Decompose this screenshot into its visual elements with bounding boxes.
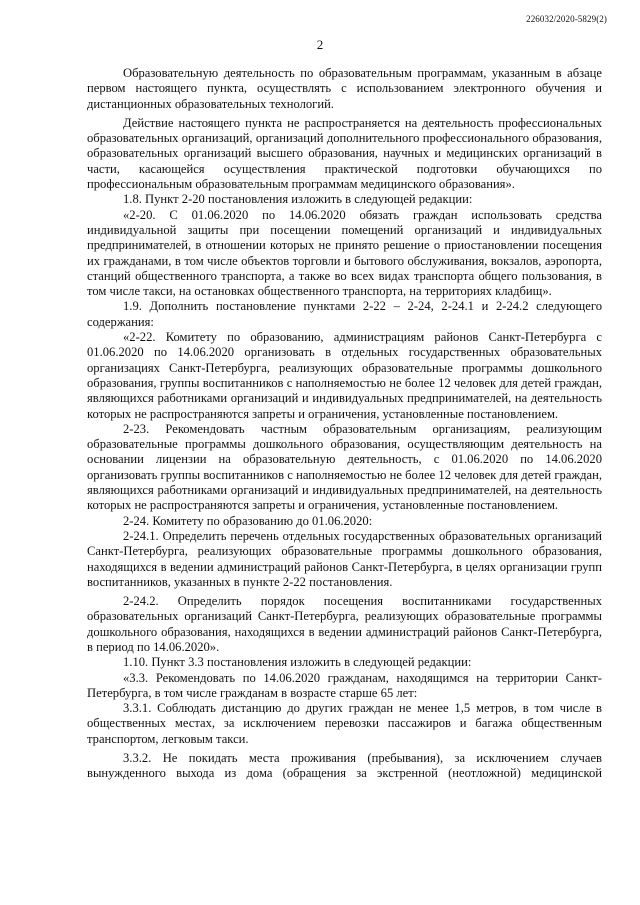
document-body — [87, 66, 602, 782]
paragraph-clause-2-24-1: 2-24.1. Определить перечень отдельных государственных образовательных организаций Санкт-Петербурга, реализующих образовательные программы дошкольного образования, находящихся в ведении администраций районов Санкт-Петербурга, в целях организации групп воспитанников, указанных в пункте 2-22 постановления. — [87, 528, 602, 589]
paragraph-clause-3-3-2: 3.3.2. Не покидать места проживания (пребывания), за исключением случаев вынужденного выхода из дома (обращения за экстренной (неотложной) медицинской — [87, 751, 602, 781]
paragraph-distance-learning: Образовательную деятельность по образовательным программам, указанным в абзаце первом настоящего пункта, осуществлять с использованием электронного обучения и дистанционных образовательных технологий. — [87, 66, 602, 111]
paragraph-clause-1-10: 1.10. Пункт 3.3 постановления изложить в следующей редакции: — [123, 655, 472, 670]
paragraph-clause-3-3-1: 3.3.1. Соблюдать дистанцию до других граждан не менее 1,5 метров, в том числе в общественных местах, за исключением перевозки пассажиров и багажа общественным транспортом, легковым такси. — [87, 701, 602, 746]
paragraph-clause-2-22: «2-22. Комитету по образованию, администрациям районов Санкт-Петербурга с 01.06.2020 по 14.06.2020 организовать в отдельных государственных образовательных организациях Санкт-Петербурга, реализующих образовательные программы дошкольного образования, группы воспитанников с наполняемостью не более 12 человек для детей граждан, являющихся работниками организаций и индивидуальных предпринимателей, на деятельность которых не распространяются запреты и ограничения, установленные постановлением. — [87, 330, 602, 421]
paragraph-clause-1-8: 1.8. Пункт 2-20 постановления изложить в следующей редакции: — [123, 192, 473, 207]
page-number: 2 — [316, 37, 324, 52]
paragraph-clause-3-3: «3.3. Рекомендовать по 14.06.2020 гражданам, находящимся на территории Санкт-Петербурга, в том числе гражданам в возрасте старше 65 лет: — [87, 670, 602, 700]
document-registration-number: 226032/2020-5829(2) — [526, 14, 607, 24]
paragraph-exceptions: Действие настоящего пункта не распространяется на деятельность профессиональных образовательных организаций, организаций дополнительного профессионального образования, образовательных организаций высшего образования, научных и медицинских организаций в части, касающейся осуществления практической подготовки обучающихся по профессиональным образовательным программам медицинского образования». — [87, 115, 602, 192]
paragraph-clause-2-24-2: 2-24.2. Определить порядок посещения воспитанниками государственных образовательных организаций Санкт-Петербурга, реализующих образовательные программы дошкольного образования, находящихся в ведении администраций районов Санкт-Петербурга, в период по 14.06.2020». — [87, 594, 602, 654]
paragraph-clause-1-9: 1.9. Дополнить постановление пунктами 2-22 – 2-24, 2-24.1 и 2-24.2 следующего содержания: — [87, 299, 602, 329]
paragraph-clause-2-24: 2-24. Комитету по образованию до 01.06.2020: — [123, 513, 373, 528]
paragraph-clause-2-20: «2-20. С 01.06.2020 по 14.06.2020 обязать граждан использовать средства индивидуальной защиты при посещении помещений организаций и индивидуальных предпринимателей, в отношении которых не принято решение о приостановлении посещения их гражданами, в том числе объектов торговли и бытового обслуживания, вокзалов, аэропорта, станций общественного транспорта, а также во всех видах транспорта общего пользования, в том числе такси, на остановках общественного транспорта, на территориях кладбищ». — [87, 207, 602, 299]
paragraph-clause-2-23: 2-23. Рекомендовать частным образовательным организациям, реализующим образовательные программы дошкольного образования, осуществляющим деятельность на основании лицензии на образовательную деятельность, с 01.06.2020 по 14.06.2020 организовать группы воспитанников с наполняемостью не более 12 человек для детей граждан, являющихся работниками организаций и индивидуальных предпринимателей, на деятельность которых не распространяются запреты и ограничения, установленные постановлением. — [87, 421, 602, 513]
